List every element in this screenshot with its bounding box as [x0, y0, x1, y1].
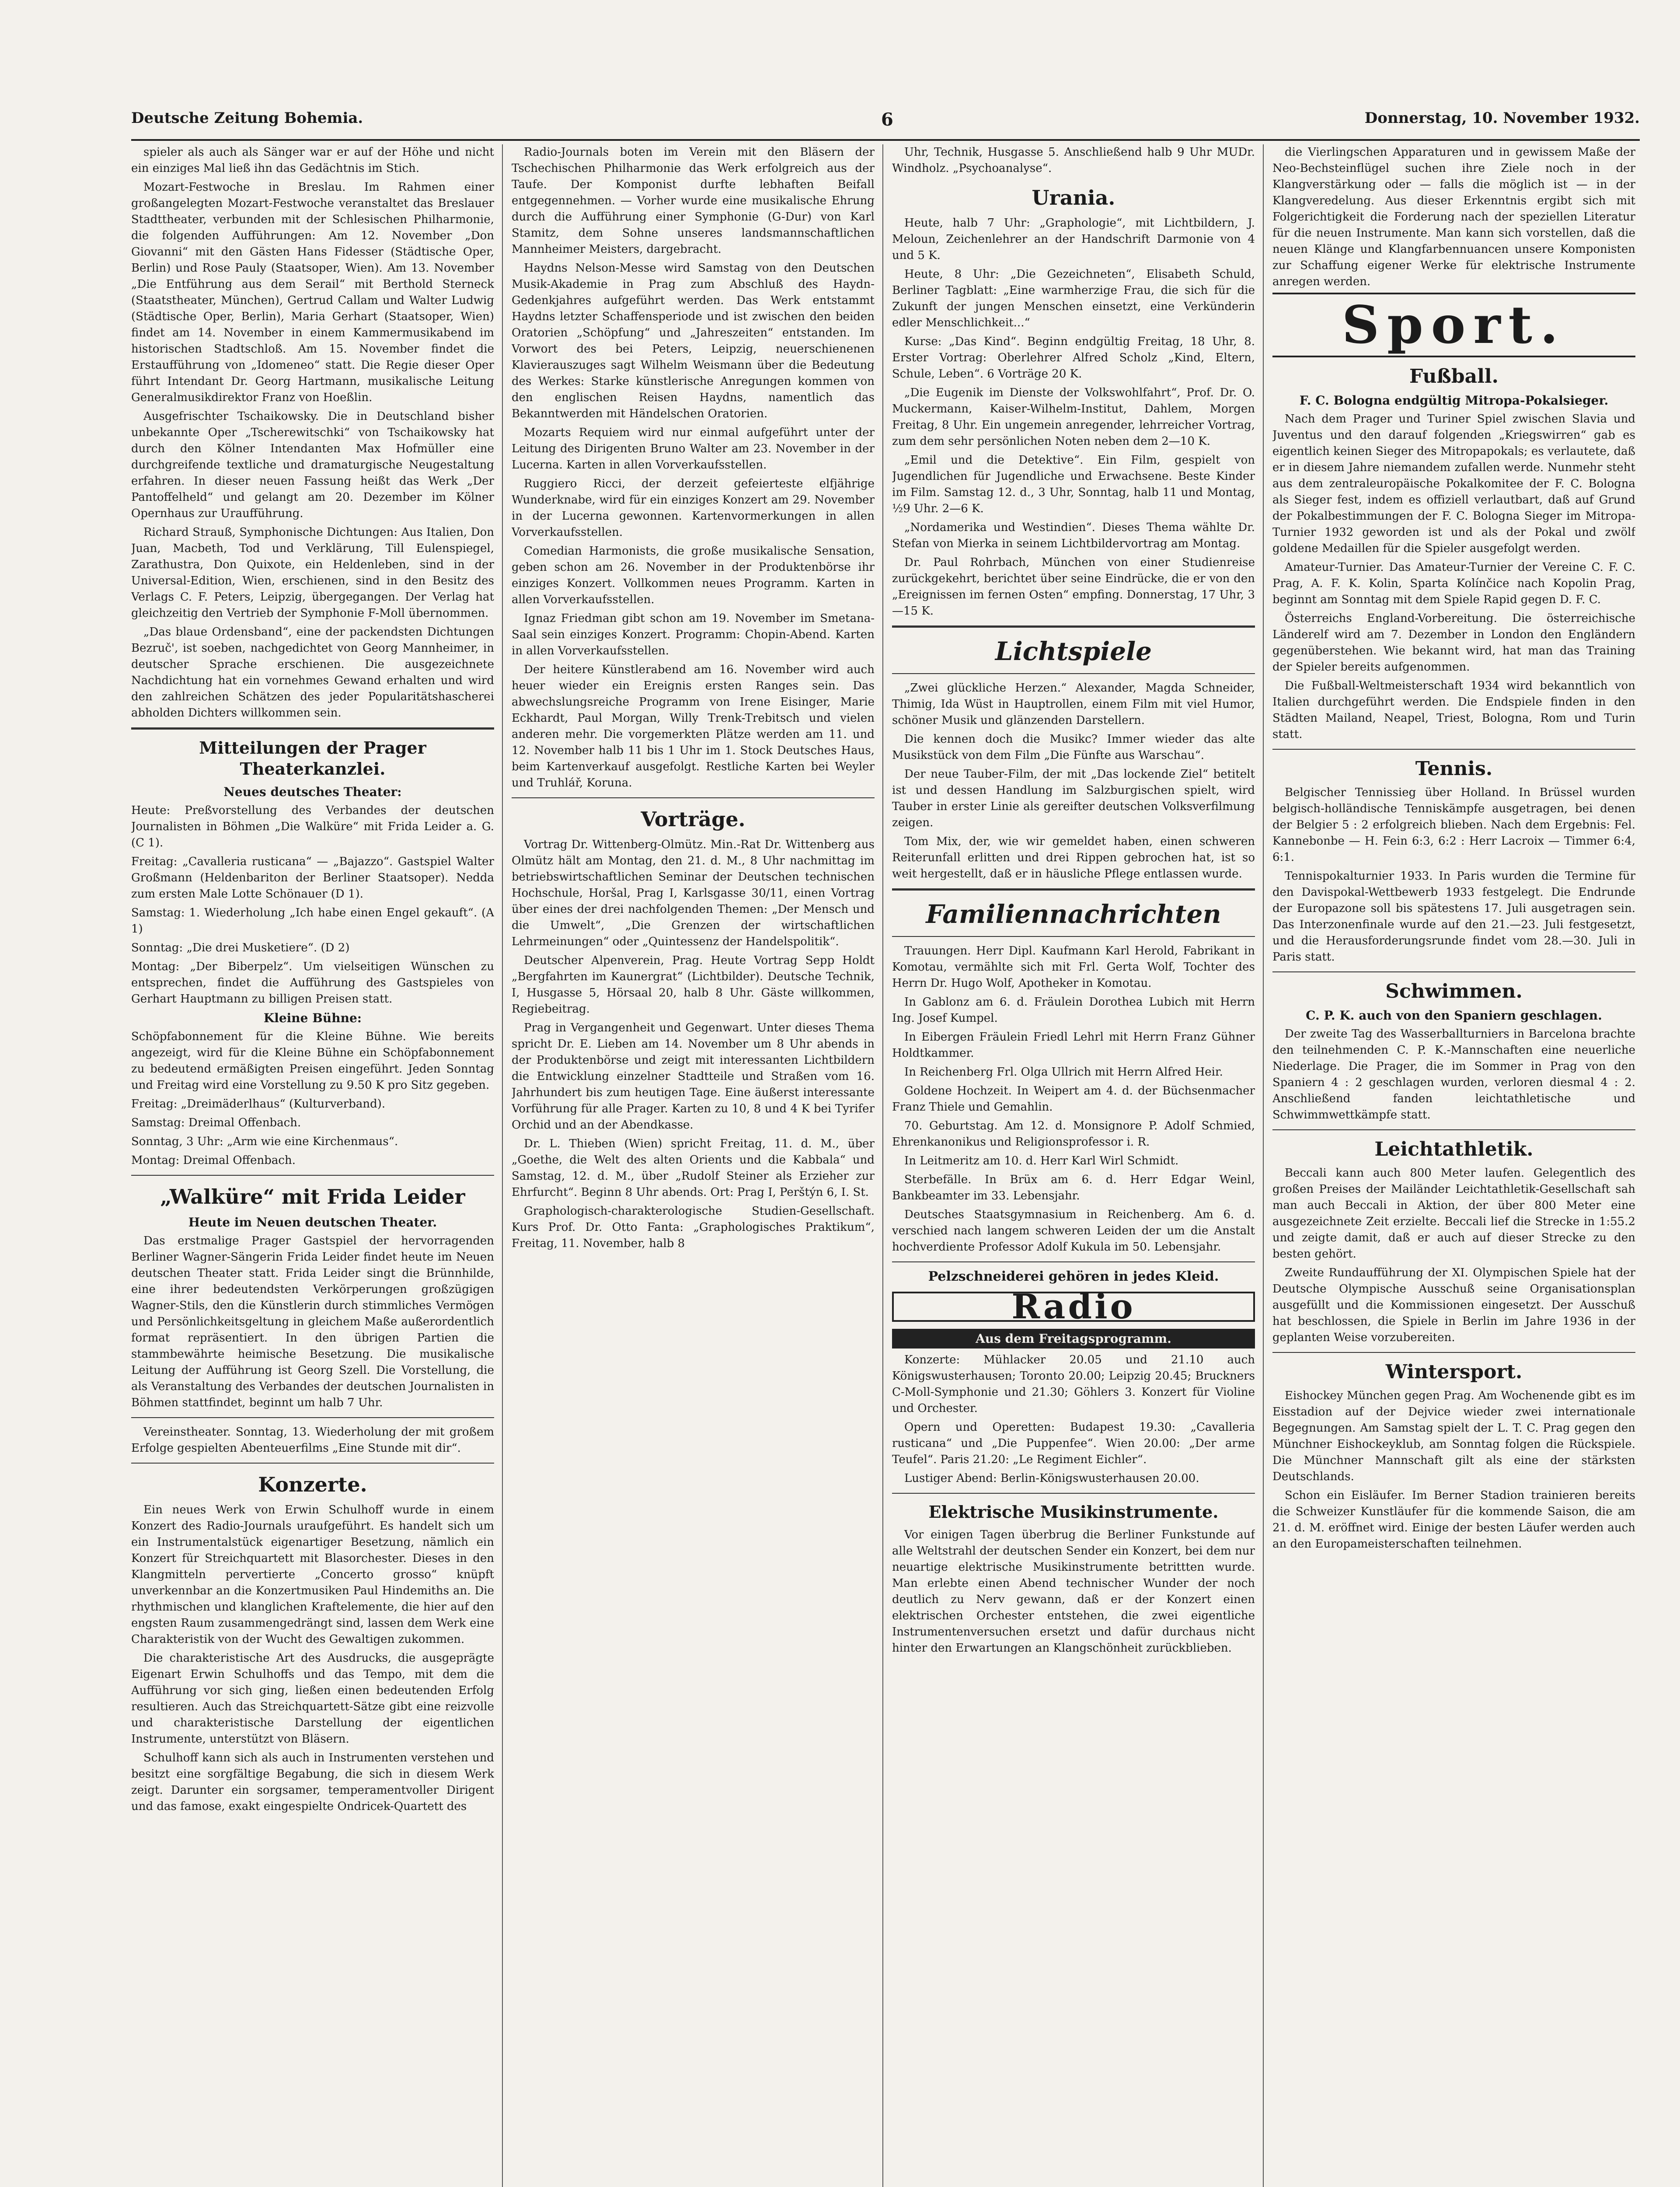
article-paragraph: Mozart-Festwoche in Breslau. Im Rahmen einer großangelegten Mozart-Festwoche veranstaltet das Breslauer Stadttheater, verbunden mit der Schlesischen Philharmonie, die folgenden Aufführungen: Am 12. November „Don Giovanni“ mit den Gästen Hans Fidesser (Städtische Oper, Berlin) und Rose Pauly (Staatsoper, Wien). Am 13. November „Die Entführung aus dem Serail“ mit Berthold Sterneck (Staatstheater, München), Gertrud Callam und Walter Ludwig (Städtische Oper, Berlin), Maria Gerhart (Staatsoper, Wien) findet am 14. November in einem Kammermusikabend im historischen Stadtschloß. Am 15. November findet die Erstaufführung von „Idomeneo“ statt. Die Regie dieser Oper führt Intendant Dr. Georg Hartmann, musikalische Leitung Generalmusikdirektor Franz von Hoeßlin.	[131, 181, 494, 404]
article-paragraph: Schulhoff kann sich als auch in Instrumenten verstehen und besitzt eine sorgfältige Begabung, die sich in diesem Werk zeigt. Darunter ein sorgsamer, temperamentvoller Dirigent und das famose, exakt eingespielte Ondricek-Quartett des	[131, 1751, 494, 1813]
issue-date: Donnerstag, 10. November 1932.	[1364, 109, 1640, 127]
article-paragraph: Dr. L. Thieben (Wien) spricht Freitag, 11. d. M., über „Goethe, die Welt des alten Orients und die Kabbala“ und Samstag, 12. d. M., über „Rudolf Steiner als Erzieher zur Ehrfurcht“. Beginn 8 Uhr abends. Ort: Prag I, Perštýn 6, I. St.	[512, 1137, 875, 1199]
article-paragraph: In Eibergen Fräulein Friedl Lehrl mit Herrn Franz Gühner Holdtkammer.	[892, 1031, 1255, 1060]
article-paragraph: Ausgefrischter Tschaikowsky. Die in Deutschland bisher unbekannte Oper „Tscherewitschki“ von Tschaikowsky hat durch den Kölner Intendanten Max Hofmüller eine durchgreifende textliche und dramaturgische Neugestaltung erfahren. In dieser neuen Fassung heißt das Werk „Der Pantoffelheld“ und gelangt am 20. Dezember im Kölner Opernhaus zur Uraufführung.	[131, 410, 494, 520]
article-paragraph: Der neue Tauber-Film, der mit „Das lockende Ziel“ betitelt ist und dessen Handlung im Salzburgischen spielt, wird Tauber in erster Linie als gereifter deutschen Volksverfilmung zeigen.	[892, 768, 1255, 829]
article-paragraph: Kurse: „Das Kind“. Beginn endgültig Freitag, 18 Uhr, 8. Erster Vortrag: Oberlehrer Alfred Scholz „Kind, Eltern, Schule, Leben“. 6 Vorträge 20 K.	[892, 335, 1255, 381]
listing-item: Heute: Preßvorstellung des Verbandes der deutschen Journalisten in Böhmen „Die Walküre“ mit Frida Leider a. G. (C 1).	[131, 804, 494, 849]
section-heading: Familiennachrichten	[926, 899, 1221, 929]
article-paragraph: „Emil und die Detektive“. Ein Film, gespielt von Jugendlichen für Jugendliche und Erwachsene. Beste Kinder im Film. Samstag 12. d., 3 Uhr, Sonntag, halb 11 und Montag, ½9 Uhr. 2—6 K.	[892, 454, 1255, 515]
article-paragraph: Die kennen doch die Musikc? Immer wieder das alte Musikstück von dem Film „Die Fünfte aus Warschau“.	[892, 733, 1255, 762]
listing-item: Montag: „Der Biberpelz“. Um vielseitigen Wünschen zu entsprechen, findet die Aufführung des Gastspieles von Gerhart Hauptmann zu billigen Preisen statt.	[131, 960, 494, 1006]
article-paragraph: Heute, halb 7 Uhr: „Graphologie“, mit Lichtbildern, J. Meloun, Zeichenlehrer an der Handschrift Darmonie von 4 und 5 K.	[892, 217, 1255, 262]
listing-item: Freitag: „Cavalleria rusticana“ — „Bajazzo“. Gastspiel Walter Großmann (Heldenbariton der Berliner Staatsoper). Nedda zum ersten Male Lotte Schönauer (D 1).	[131, 855, 494, 901]
article-paragraph: Goldene Hochzeit. In Weipert am 4. d. der Büchsenmacher Franz Thiele und Gemahlin.	[892, 1084, 1255, 1114]
article-paragraph: Radio-Journals boten im Verein mit den Bläsern der Tschechischen Philharmonie das Werk erfolgreich aus der Taufe. Der Komponist durfte lebhaften Beifall entgegennehmen. — Vorher wurde eine musikalische Ehrung durch die Aufführung einer Symphonie (G-Dur) von Karl Stamitz, dem Sohne unseres landsmannschaftlichen Mannheimer Meisters, dargebracht.	[512, 146, 875, 256]
article-paragraph: Österreichs England-Vorbereitung. Die österreichische Länderelf wird am 7. Dezember in London den Engländern gegenüberstehen. Wie bekannt wird, hat man das Training der Spieler bereits aufgenommen.	[1272, 612, 1635, 674]
section-rule	[1272, 1129, 1635, 1130]
article-paragraph: Ruggiero Ricci, der derzeit gefeierteste elfjährige Wunderknabe, wird für ein einziges Konzert am 29. November in der Lucerna gewonnen. Kartenvormerkungen in allen Vorverkaufsstellen.	[512, 477, 875, 539]
section-rule	[892, 673, 1255, 674]
article-paragraph: 70. Geburtstag. Am 12. d. Monsignore P. Adolf Schmied, Ehrenkanonikus und Religionsprofessor i. R.	[892, 1119, 1255, 1149]
article-paragraph: Deutsches Staatsgymnasium in Reichenberg. Am 6. d. verschied nach langem schweren Leiden der um die Anstalt hochverdiente Professor Adolf Kukula im 50. Lebensjahr.	[892, 1208, 1255, 1254]
article-paragraph: „Zwei glückliche Herzen.“ Alexander, Magda Schneider, Thimig, Ida Wüst in Hauptrollen, einem Film mit viel Humor, schöner Musik und glänzenden Darstellern.	[892, 681, 1255, 727]
subheading: Kleine Bühne:	[263, 1011, 362, 1025]
article-paragraph: spieler als auch als Sänger war er auf der Höhe und nicht ein einziges Mal ließ ihn das Gedächtnis im Stich.	[131, 146, 494, 175]
section-rule	[131, 1417, 494, 1418]
listing-item: Sonntag: „Die drei Musketiere“. (D 2)	[131, 941, 350, 954]
section-heading: Leichtathletik.	[1374, 1138, 1534, 1160]
subheading: F. C. Bologna endgültig Mitropa-Pokalsieger.	[1299, 393, 1609, 408]
header-rule	[131, 139, 1640, 141]
article-paragraph: In Gablonz am 6. d. Fräulein Dorothea Lubich mit Herrn Ing. Josef Kumpel.	[892, 996, 1255, 1025]
article-paragraph: Die Fußball-Weltmeisterschaft 1934 wird bekanntlich von Italien durchgeführt werden. Die Endspiele finden in den Städten Mailand, Neapel, Triest, Bologna, Rom und Turin statt.	[1272, 679, 1635, 741]
article-paragraph: „Das blaue Ordensband“, eine der packendsten Dichtungen Bezruč', ist soeben, nachgedichtet von Georg Mannheimer, in deutscher Sprache erschienen. Die ausgezeichnete Nachdichtung hat ein vornehmes Gewand erhalten und wird den zahlreichen Schätzen des jeder Popularitätshascherei abholden Dichters willkommen sein.	[131, 625, 494, 720]
subheading: Heute im Neuen deutschen Theater.	[188, 1215, 437, 1230]
article-paragraph: Heute, 8 Uhr: „Die Gezeichneten“, Elisabeth Schuld, Berliner Tagblatt: „Eine warmherzige Frau, die sich für die Zukunft der jungen Menschen einsetzt, eine Verkünderin edler Menschlichkeit...“	[892, 268, 1255, 329]
section-rule	[131, 1463, 494, 1464]
listing-item: Freitag: „Dreimäderlhaus“ (Kulturverband).	[131, 1097, 386, 1111]
article-paragraph: Tom Mix, der, wie wir gemeldet haben, einen schweren Reiterunfall erlitten und drei Rippen gebrochen hat, ist so weit hergestellt, daß er in häusliche Pflege entlassen wurde.	[892, 835, 1255, 880]
column-divider	[882, 144, 883, 2187]
section-heading: Tennis.	[1415, 758, 1493, 780]
section-heading: Elektrische Musikinstrumente.	[928, 1502, 1219, 1522]
subheading: Neues deutsches Theater:	[223, 785, 402, 799]
section-heading: Schwimmen.	[1385, 980, 1523, 1003]
theater-listing	[131, 803, 494, 1007]
article-paragraph: Nach dem Prager und Turiner Spiel zwischen Slavia und Juventus und den darauf folgenden „Kriegswirren“ gab es eigentlich keinen Sieger des Mitropapokals; es verlautete, daß er in diesem Jahre niemandem zufallen werde. Nunmehr steht aus dem zentraleuropäische Pokalkomitee der F. C. Bologna als Sieger fest, indem es offiziell verlautbart, daß auf Grund der Pokalbestimmungen der F. C. Bologna Sieger im Mitropa-Turnier 1932 geworden ist und als der Pokal und zwölf goldene Medaillen für die Spieler ausgefolgt werden.	[1272, 412, 1635, 555]
article-paragraph: Prag in Vergangenheit und Gegenwart. Unter dieses Thema spricht Dr. E. Lieben am 14. November um 8 Uhr abends in der Produktenbörse und zeigt mit interessanten Lichtbildern die Entwicklung einzelner Stadtteile und Straßen vom 16. Jahrhundert bis zum heutigen Tage. Eine äußerst interessante Vorführung für alle Prager. Karten zu 10, 8 und 4 K bei Tyrifer Orchid und an der Abendkasse.	[512, 1021, 875, 1132]
section-rule	[892, 888, 1255, 891]
section-rule	[131, 727, 494, 730]
advertisement-line: Pelzschneiderei gehören in jedes Kleid.	[928, 1269, 1219, 1284]
article-paragraph: Der heitere Künstlerabend am 16. November wird auch heuer wieder ein Ereignis ersten Ranges sein. Das abwechslungsreiche Programm von Irene Eisinger, Marie Eckhardt, Paul Morgan, Willy Trenk-Trebitsch und vielen anderen mehr. Die vorgemerkten Plätze werden am 11. und 12. November halb 11 bis 1 Uhr im 1. Stock Deutsches Haus, beim Kartenverkauf ausgefolgt. Restliche Karten bei Weyler und Truhlář, Koruna.	[512, 663, 875, 790]
article-paragraph: Richard Strauß, Symphonische Dichtungen: Aus Italien, Don Juan, Macbeth, Tod und Verklärung, Till Eulenspiegel, Zarathustra, Don Quixote, ein Heldenleben, sind in der Universal-Edition, Wien, erschienen, sind in den Besitz des Verlags C. F. Peters, Leipzig, übergegangen. Der Verlag hat gleichzeitig den Vertrieb der Symphonie F-Moll übernommen.	[131, 526, 494, 620]
section-rule	[1272, 749, 1635, 750]
section-rule	[512, 797, 875, 798]
column-1	[131, 144, 494, 2187]
section-rule	[892, 1493, 1255, 1494]
article-paragraph: die Vierlingschen Apparaturen und in gewissem Maße der Neo-Bechsteinflügel suchen ihre Ziele noch in der Klangverstärkung oder — falls die möglich ist — in der Klangveredelung. Aus dieser Erkenntnis ergibt sich mit Folgerichtigkeit die Forderung nach der speziellen Literatur für die neuen Instrumente. Man kann sich vorstellen, daß die neuen Klänge und Klangfarbennuancen unsere Komponisten zur Schaffung eigener Werke für elektrische Instrumente anregen werden.	[1272, 146, 1635, 288]
article-paragraph: Ein neues Werk von Erwin Schulhoff wurde in einem Konzert des Radio-Journals uraufgeführt. Es handelt sich um ein Instrumentalstück eigenartiger Besetzung, nämlich ein Konzert für Streichquartett mit Blasorchester. Dieses in den Klangmitteln pervertierte „Concerto grosso“ knüpft unverkennbar an die Konzertmusiken Paul Hindemiths an. Die rhythmischen und klanglichen Kraftelemente, die hier auf den engsten Raum zusammengedrängt sind, lassen dem Werk eine Charakteristik von der Wucht des Gewaltigen zukommen.	[131, 1503, 494, 1646]
section-heading: Vorträge.	[641, 807, 746, 831]
radio-program-bar: Aus dem Freitagsprogramm.	[892, 1329, 1255, 1349]
article-paragraph: In Reichenberg Frl. Olga Ullrich mit Herrn Alfred Heir.	[904, 1066, 1223, 1079]
listing-item: Schöpfabonnement für die Kleine Bühne. Wie bereits angezeigt, wird für die Kleine Bühne ein Schöpfabonnement zu bedeutend ermäßigten Preisen eingeführt. Jeden Sonntag und Freitag wird eine Vorstellung zu 9.50 K pro Sitz gegeben.	[131, 1030, 494, 1092]
article-paragraph: Mozarts Requiem wird nur einmal aufgeführt unter der Leitung des Dirigenten Bruno Walter am 23. November in der Lucerna. Karten in allen Vorverkaufsstellen.	[512, 426, 875, 472]
article-paragraph: Beccali kann auch 800 Meter laufen. Gelegentlich des großen Preises der Mailänder Leichtathletik-Gesellschaft sah man auch Beccali in Aktion, der über 800 Meter eine ausgezeichnete Zeit erzielte. Beccali lief die Strecke in 1:55.2 und zeigte damit, daß er auch auf dieser Strecke zu den besten gehört.	[1272, 1167, 1635, 1261]
sport-heading: Sport.	[1272, 293, 1635, 357]
theater-listing	[131, 1029, 494, 1169]
article-paragraph: Uhr, Technik, Husgasse 5. Anschließend halb 9 Uhr MUDr. Windholz. „Psychoanalyse“.	[892, 146, 1255, 175]
article-paragraph: Schon ein Eisläufer. Im Berner Stadion trainieren bereits die Schweizer Kunstläufer für die kommende Saison, die am 21. d. M. eröffnet wird. Einige der besten Läufer werden auch an den Europameisterschaften teilnehmen.	[1272, 1489, 1635, 1551]
article-paragraph: Das erstmalige Prager Gastspiel der hervorragenden Berliner Wagner-Sängerin Frida Leider findet heute im Neuen deutschen Theater statt. Frida Leider singt die Brünnhilde, eine ihrer bedeutendsten Verkörperungen großzügigen Wagner-Stils, den die Künstlerin durch stimmliches Vermögen und Persönlichkeitsgeltung in gleichem Maße außerordentlich format repräsentiert. In den übrigen Partien die stammbewährte heimische Besetzung. Die musikalische Leitung der Aufführung ist Georg Szell. Die Vorstellung, die als Veranstaltung des Verbandes der deutschen Journalisten in Böhmen stattfindet, beginnt um halb 7 Uhr.	[131, 1234, 494, 1409]
article-paragraph: Amateur-Turnier. Das Amateur-Turnier der Vereine C. F. C. Prag, A. F. K. Kolin, Sparta Kolínčice nach Kopolin Prag, beginnt am Sonntag mit dem Spiele Rapid gegen D. F. C.	[1272, 561, 1635, 606]
listing-item: Samstag: 1. Wiederholung „Ich habe einen Engel gekauft“. (A 1)	[131, 906, 494, 936]
article-paragraph: Haydns Nelson-Messe wird Samstag von den Deutschen Musik-Akademie in Prag zum Abschluß des Haydn-Gedenkjahres aufgeführt werden. Das Werk entstammt Haydns letzter Schaffensperiode und ist zwischen den beiden Oratorien „Schöpfung“ und „Jahreszeiten“ entstanden. Im Vorwort des bei Peters, Leipzig, neuerschienenen Klavierauszuges sagt Wilhelm Weismann über die Bedeutung des Werkes: Starke künstlerische Anregungen kommen von den englischen Reisen Haydns, namentlich das Bekanntwerden mit Händelschen Oratorien.	[512, 262, 875, 420]
article-paragraph: Der zweite Tag des Wasserballturniers in Barcelona brachte den teilnehmenden C. P. K.-Mannschaften eine neuerliche Niederlage. Die Prager, die im Sommer in Prag von den Spaniern 4 : 2 geschlagen wurden, verloren diesmal 4 : 2. Anschließend fanden leichtathletische und Schwimmwettkämpfe statt.	[1272, 1027, 1635, 1121]
article-paragraph: Sterbefälle. In Brüx am 6. d. Herr Edgar Weinl, Bankbeamter im 33. Lebensjahr.	[892, 1173, 1255, 1202]
column-2	[512, 144, 875, 2187]
article-paragraph: Vortrag Dr. Wittenberg-Olmütz. Min.-Rat Dr. Wittenberg aus Olmütz hält am Montag, den 21. d. M., 8 Uhr nachmittag im betriebswirtschaftlichen Seminar der Deutschen technischen Hochschule, Horšal, Prag I, Karlsgasse 30/11, einen Vortrag über eines der drei nachfolgenden Themen: „Der Mensch und die Umwelt“, „Die Grenzen der wirtschaftlichen Lehrmeinungen“ oder „Quintessenz der Handelspolitik“.	[512, 838, 875, 948]
article-paragraph: Deutscher Alpenverein, Prag. Heute Vortrag Sepp Holdt „Bergfahrten im Kaunergrat“ (Lichtbilder). Deutsche Technik, I, Husgasse 5, Hörsaal 20, halb 8 Uhr. Gäste willkommen, Regiebeitrag.	[512, 954, 875, 1016]
section-rule	[1272, 1352, 1635, 1353]
section-heading: Konzerte.	[258, 1473, 367, 1496]
section-heading: „Walküre“ mit Frida Leider	[160, 1185, 465, 1209]
section-heading: Urania.	[1032, 186, 1115, 210]
article-paragraph: Graphologisch-charakterologische Studien-Gesellschaft. Kurs Prof. Dr. Otto Fanta: „Graphologisches Praktikum“, Freitag, 11. November, halb 8	[512, 1205, 875, 1250]
article-paragraph: In Leitmeritz am 10. d. Herr Karl Wirl Schmidt.	[904, 1154, 1179, 1167]
section-heading: Wintersport.	[1385, 1361, 1523, 1383]
subheading: C. P. K. auch von den Spaniern geschlagen.	[1306, 1008, 1602, 1023]
section-rule	[892, 936, 1255, 937]
article-paragraph: Lustiger Abend: Berlin-Königswusterhausen 20.00.	[904, 1472, 1199, 1485]
article-paragraph: Belgischer Tennissieg über Holland. In Brüssel wurden belgisch-holländische Tenniskämpfe ausgetragen, bei denen der Belgier 5 : 2 erfolgreich blieben. Nach dem Ergebnis: Fel. Kannebonbe — H. Fein 6:3, 6:2 : Herr Lacroix — Timmer 6:4, 6:1.	[1272, 786, 1635, 864]
article-paragraph: „Nordamerika und Westindien“. Dieses Thema wählte Dr. Stefan von Mierka in seinem Lichtbildervortrag am Montag.	[892, 521, 1255, 550]
newspaper-title: Deutsche Zeitung Bohemia.	[131, 109, 363, 127]
article-paragraph: Comedian Harmonists, die große musikalische Sensation, geben schon am 26. November in der Produktenbörse ihr einziges Konzert. Vollkommen neues Programm. Karten in allen Vorverkaufsstellen.	[512, 545, 875, 606]
section-heading: Fußball.	[1409, 365, 1499, 388]
article-paragraph: „Die Eugenik im Dienste der Volkswohlfahrt“, Prof. Dr. O. Muckermann, Kaiser-Wilhelm-Institut, Dahlem, Morgen Freitag, 8 Uhr. Ein ungemein anregender, lehrreicher Vortrag, zum dem sehr persönlichen Noten neben dem 2—10 K.	[892, 386, 1255, 448]
article-paragraph: Dr. Paul Rohrbach, München von einer Studienreise zurückgekehrt, berichtet über seine Eindrücke, die er von den „Ereignissen im fernen Osten“ empfing. Donnerstag, 17 Uhr, 3—15 K.	[892, 556, 1255, 618]
column-3	[892, 144, 1255, 2187]
column-divider	[502, 144, 503, 2187]
section-heading: Mitteilungen der Prager Theaterkanzlei.	[199, 738, 426, 779]
listing-item: Samstag: Dreimal Offenbach.	[131, 1116, 301, 1129]
listing-item: Sonntag, 3 Uhr: „Arm wie eine Kirchenmaus“.	[131, 1135, 398, 1148]
section-rule	[892, 1261, 1255, 1262]
page-number: 6	[881, 109, 893, 130]
section-rule	[892, 625, 1255, 628]
article-paragraph: Vor einigen Tagen überbrug die Berliner Funkstunde auf alle Weltstrahl der deutschen Sender ein Konzert, bei dem nur neuartige elektrische Musikinstrumente betrittten wurde. Man erlebte einen Abend technischer Wunder der noch deutlich zu Nerv gewann, daß er der Konzert einen elektrischen Orchester entstehen, die zwei eigentliche Instrumentenversuchen ersetzt und dafür durchaus nicht hinter den Erwartungen an Klangschönheit zurückblieben.	[892, 1528, 1255, 1655]
article-paragraph: Die charakteristische Art des Ausdrucks, die ausgeprägte Eigenart Erwin Schulhoffs und das Tempo, mit dem die Aufführung vor sich ging, ließen einen bedeutenden Erfolg resultieren. Auch das Streichquartett-Sätze gibt eine reizvolle und charakteristische Darstellung der eigentlichen Instrumente, unterstützt von Bläsern.	[131, 1652, 494, 1746]
column-divider	[1263, 144, 1264, 2187]
radio-heading: Radio	[892, 1292, 1255, 1322]
page-header	[131, 109, 1640, 136]
column-4	[1272, 144, 1635, 2187]
article-paragraph: Opern und Operetten: Budapest 19.30: „Cavalleria rusticana“ und „Die Puppenfee“. Wien 20.00: „Der arme Teufel“. Paris 21.20: „Le Regiment Eichler“.	[892, 1421, 1255, 1466]
article-paragraph: Tennispokalturnier 1933. In Paris wurden die Termine für den Davispokal-Wettbewerb 1933 festgelegt. Die Endrunde der Europazone soll bis spätestens 17. Juli ausgetragen sein. Das Interzonenfinale wurde auf den 21.—23. Juli festgesetzt, und die Herausforderungsrunde findet vom 28.—30. Juli in Paris statt.	[1272, 870, 1635, 964]
article-paragraph: Vereinstheater. Sonntag, 13. Wiederholung der mit großem Erfolge gespielten Abenteuerfilms „Eine Stunde mit dir“.	[131, 1425, 494, 1455]
article-paragraph: Zweite Rundaufführung der XI. Olympischen Spiele hat der Deutsche Olympische Ausschuß seine Organisationsplan ausgefüllt und die Kommissionen eingesetzt. Der Ausschuß hat beschlossen, die Spiele in Berlin im Jahre 1936 in der geplanten Weise vorzubereiten.	[1272, 1266, 1635, 1344]
article-paragraph: Ignaz Friedman gibt schon am 19. November im Smetana-Saal sein einziges Konzert. Programm: Chopin-Abend. Karten in allen Vorverkaufsstellen.	[512, 612, 875, 657]
article-paragraph: Trauungen. Herr Dipl. Kaufmann Karl Herold, Fabrikant in Komotau, vermählte sich mit Frl. Gerta Wolf, Tochter des Herrn Dr. Hugo Wolf, Apotheker in Komotau.	[892, 944, 1255, 990]
section-rule	[131, 1175, 494, 1176]
article-paragraph: Konzerte: Mühlacker 20.05 und 21.10 auch Königswusterhausen; Toronto 20.00; Leipzig 20.45; Bruckners C-Moll-Symphonie und 21.30; Göhlers 3. Konzert für Violine und Orchester.	[892, 1353, 1255, 1415]
article-paragraph: Eishockey München gegen Prag. Am Wochenende gibt es im Eisstadion auf der Dejvice wieder zwei internationale Begegnungen. Am Samstag spielt der L. T. C. Prag gegen den Münchner Eishockeyklub, am Sonntag folgen die Rückspiele. Die Münchner Mannschaft gilt als eine der stärksten Deutschlands.	[1272, 1389, 1635, 1483]
listing-item: Montag: Dreimal Offenbach.	[131, 1154, 296, 1167]
section-heading: Lichtspiele	[995, 636, 1152, 666]
section-rule	[1272, 971, 1635, 972]
